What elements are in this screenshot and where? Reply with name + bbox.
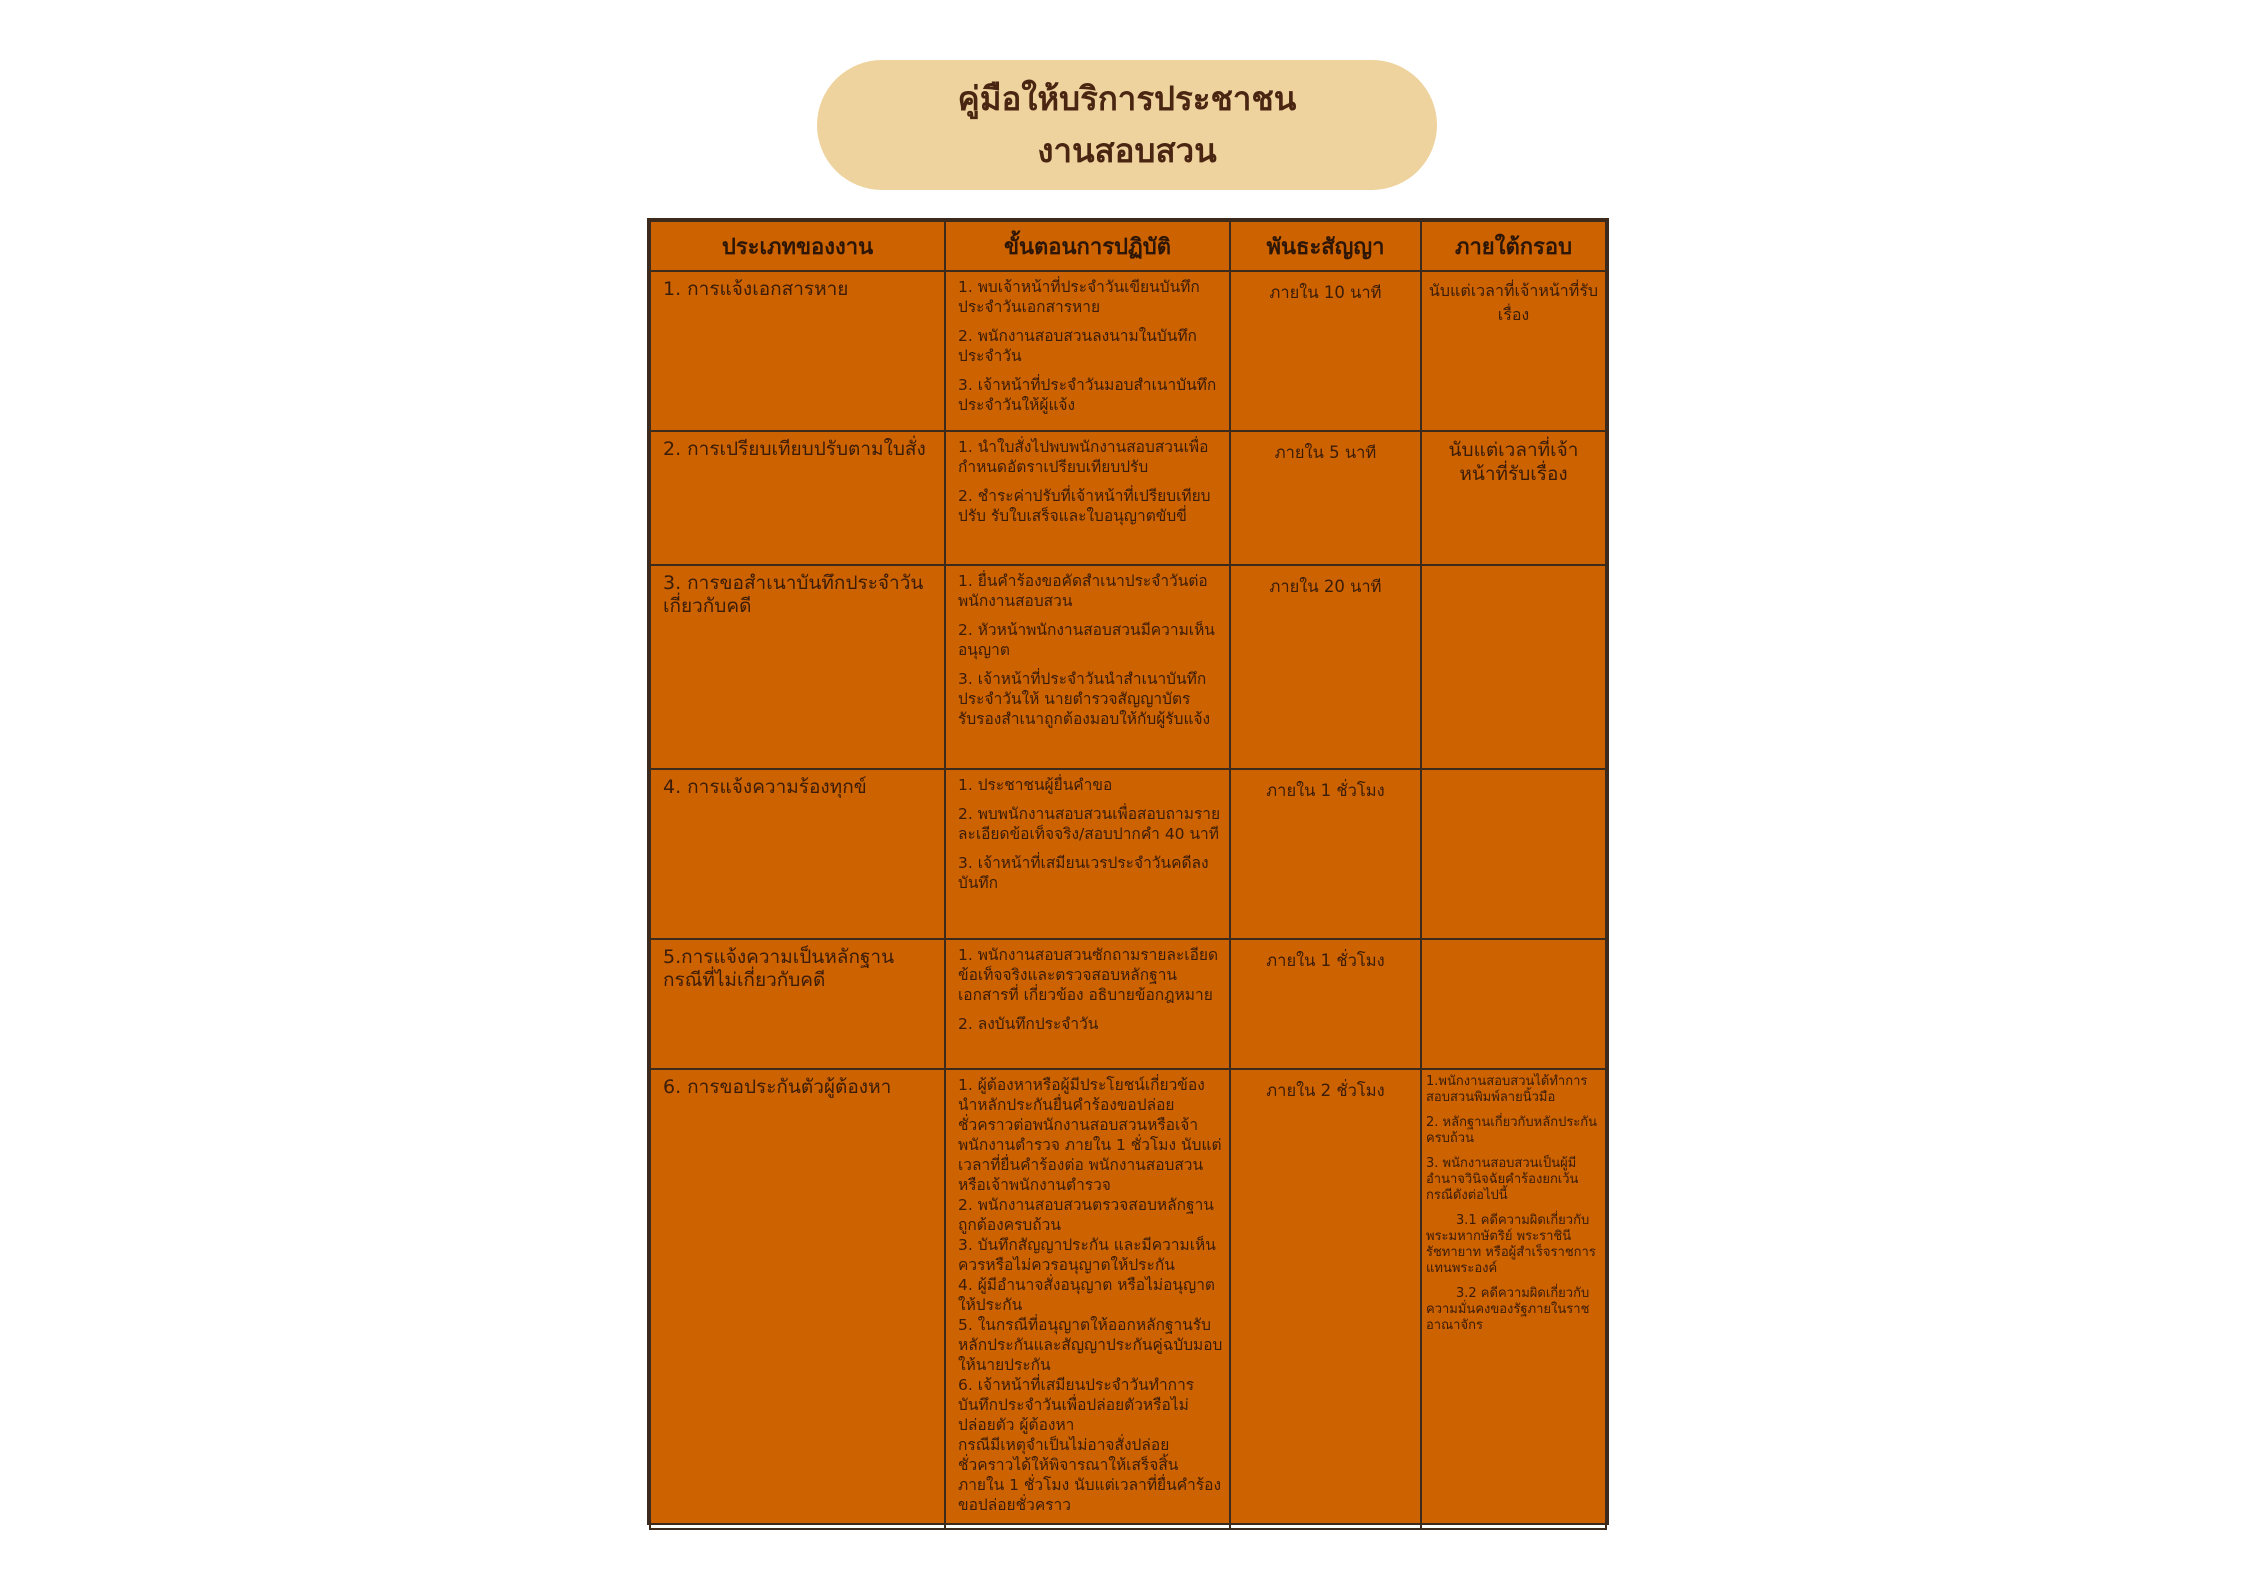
title-banner [817, 60, 1437, 190]
cell-type [650, 565, 945, 769]
cell-type [650, 939, 945, 1069]
step-list [946, 940, 1229, 1034]
cell-type [650, 769, 945, 939]
cell-time [1230, 431, 1421, 565]
step-item: 6. เจ้าหน้าที่เสมียนประจำวันทำการบันทึกประจำวันเพื่อปล่อยตัวหรือไม่ปล่อยตัว ผู้ต้องหา [958, 1376, 1195, 1434]
cell-steps [945, 431, 1230, 565]
cell-steps [945, 939, 1230, 1069]
step-list [946, 432, 1229, 526]
cell-type [650, 431, 945, 565]
step-item: 2. พบพนักงานสอบสวนเพื่อสอบถามรายละเอียดข้อเท็จจริง/สอบปากคำ 40 นาที [958, 805, 1221, 843]
table-row [650, 565, 1606, 769]
step-item: 3. เจ้าหน้าที่ประจำวันมอบสำเนาบันทึกประจำวันให้ผู้แจ้ง [958, 376, 1217, 414]
framework-note: 3. พนักงานสอบสวนเป็นผู้มีอำนาจวินิจฉัยคำร้องยกเว้นกรณีดังต่อไปนี้ [1426, 1156, 1579, 1203]
page-subtitle: งานสอบสวน [1037, 131, 1217, 170]
service-guide-table [649, 220, 1607, 1530]
step-item: 1. พนักงานสอบสวนซักถามรายละเอียดข้อเท็จจริงและตรวจสอบหลักฐาน เอกสารที่ เกี่ยวข้อง อธิบายข้อกฎหมาย [958, 946, 1219, 1004]
cell-frame [1421, 271, 1606, 431]
time-commitment: ภายใน 5 นาที [1274, 443, 1377, 462]
framework-note: 2. หลักฐานเกี่ยวกับหลักประกันครบถ้วน [1426, 1115, 1598, 1146]
cell-time [1230, 769, 1421, 939]
column-header-steps: ขั้นตอนการปฏิบัติ [945, 221, 1230, 271]
table-row [650, 939, 1606, 1069]
step-list [946, 566, 1229, 729]
cell-steps [945, 769, 1230, 939]
step-list [946, 272, 1229, 415]
column-header-framework: ภายใต้กรอบ [1421, 221, 1606, 271]
framework-note: 3.2 คดีความผิดเกี่ยวกับความมั่นคงของรัฐภายในราชอาณาจักร [1426, 1286, 1590, 1333]
cell-time [1230, 565, 1421, 769]
step-list [946, 1070, 1229, 1515]
table-row [650, 769, 1606, 939]
work-type-label: 5.การแจ้งความเป็นหลักฐาน กรณีที่ไม่เกี่ยวกับคดี [663, 946, 895, 991]
step-item: กรณีมีเหตุจำเป็นไม่อาจสั่งปล่อยชั่วคราวได้ให้พิจารณาให้เสร็จสิ้นภายใน 1 ชั่วโมง นับแต่เวลาที่ยื่นคำร้องขอปล่อยชั่วคราว [958, 1436, 1222, 1514]
step-item: 2. หัวหน้าพนักงานสอบสวนมีความเห็นอนุญาต [958, 621, 1215, 659]
table-row [650, 271, 1606, 431]
table-row [650, 431, 1606, 565]
framework-note: 1.พนักงานสอบสวนได้ทำการสอบสวนพิมพ์ลายนิ้วมือ [1426, 1074, 1588, 1105]
cell-frame [1421, 769, 1606, 939]
cell-frame [1421, 565, 1606, 769]
table-row [650, 1069, 1606, 1529]
framework-text [1422, 566, 1605, 573]
step-item: 1. นำใบสั่งไปพบพนักงานสอบสวนเพื่อกำหนดอัตราเปรียบเทียบปรับ [958, 438, 1209, 476]
column-header-commitment: พันธะสัญญา [1230, 221, 1421, 271]
cell-type [650, 271, 945, 431]
step-list [946, 770, 1229, 893]
cell-time [1230, 271, 1421, 431]
column-header-type: ประเภทของงาน [650, 221, 945, 271]
cell-steps [945, 271, 1230, 431]
step-item: 2. พนักงานสอบสวนลงนามในบันทึกประจำวัน [958, 327, 1197, 365]
cell-steps [945, 565, 1230, 769]
framework-notes [1422, 1070, 1605, 1334]
cell-type [650, 1069, 945, 1529]
step-item: 4. ผู้มีอำนาจสั่งอนุญาต หรือไม่อนุญาตให้ประกัน [958, 1276, 1215, 1314]
cell-time [1230, 1069, 1421, 1529]
page-title: คู่มือให้บริการประชาชน [957, 79, 1297, 118]
step-item: 3. บันทึกสัญญาประกัน และมีความเห็นควรหรือไม่ควรอนุญาตให้ประกัน [958, 1236, 1216, 1274]
framework-text: นับแต่เวลาที่เจ้าหน้าที่รับเรื่อง [1428, 281, 1599, 324]
cell-time [1230, 939, 1421, 1069]
framework-note: 3.1 คดีความผิดเกี่ยวกับพระมหากษัตริย์ พระราชินี รัชทายาท หรือผู้สำเร็จราชการแทนพระองค์ [1426, 1213, 1596, 1276]
cell-frame [1421, 939, 1606, 1069]
step-item: 1. พบเจ้าหน้าที่ประจำวันเขียนบันทึกประจำวันเอกสารหาย [958, 278, 1200, 316]
time-commitment: ภายใน 2 ชั่วโมง [1266, 1081, 1385, 1100]
work-type-label: 2. การเปรียบเทียบปรับตามใบสั่ง [663, 438, 926, 460]
cell-steps [945, 1069, 1230, 1529]
step-item: 3. เจ้าหน้าที่ประจำวันนำสำเนาบันทึกประจำวันให้ นายตำรวจสัญญาบัตรรับรองสำเนาถูกต้องมอบให้กับผู้รับแจ้ง [958, 670, 1211, 728]
work-type-label: 1. การแจ้งเอกสารหาย [663, 278, 849, 300]
framework-text [1422, 940, 1605, 947]
table-header-row [650, 221, 1606, 271]
work-type-label: 4. การแจ้งความร้องทุกข์ [663, 776, 867, 798]
step-item: 5. ในกรณีที่อนุญาตให้ออกหลักฐานรับหลักประกันและสัญญาประกันคู่ฉบับมอบให้นายประกัน [958, 1316, 1223, 1374]
work-type-label: 6. การขอประกันตัวผู้ต้องหา [663, 1076, 892, 1098]
time-commitment: ภายใน 1 ชั่วโมง [1266, 781, 1385, 800]
step-item: 1. ประชาชนผู้ยื่นคำขอ [958, 776, 1113, 794]
framework-text [1422, 770, 1605, 777]
step-item: 1. ผู้ต้องหาหรือผู้มีประโยชน์เกี่ยวข้องนำหลักประกันยื่นคำร้องขอปล่อยชั่วคราวต่อพนักงานสอบสวนหรือเจ้าพนักงานตำรวจ ภายใน 1 ชั่วโมง นับแต่เวลาที่ยื่นคำร้องต่อ พนักงานสอบสวนหรือเจ้าพนักงานตำรวจ [958, 1076, 1222, 1194]
framework-text: นับแต่เวลาที่เจ้าหน้าที่รับเรื่อง [1448, 439, 1579, 485]
cell-frame [1421, 431, 1606, 565]
work-type-label: 3. การขอสำเนาบันทึกประจำวันเกี่ยวกับคดี [663, 572, 924, 617]
cell-frame [1421, 1069, 1606, 1529]
step-item: 2. ชำระค่าปรับที่เจ้าหน้าที่เปรียบเทียบปรับ รับใบเสร็จและใบอนุญาตขับขี่ [958, 487, 1211, 525]
time-commitment: ภายใน 20 นาที [1269, 577, 1382, 596]
step-item: 3. เจ้าหน้าที่เสมียนเวรประจำวันคดีลงบันทึก [958, 854, 1209, 892]
service-guide-table-container [647, 218, 1609, 1525]
time-commitment: ภายใน 10 นาที [1269, 283, 1382, 302]
step-item: 1. ยื่นคำร้องขอคัดสำเนาประจำวันต่อพนักงานสอบสวน [958, 572, 1208, 610]
step-item: 2. ลงบันทึกประจำวัน [958, 1015, 1099, 1033]
time-commitment: ภายใน 1 ชั่วโมง [1266, 951, 1385, 970]
step-item: 2. พนักงานสอบสวนตรวจสอบหลักฐานถูกต้องครบถ้วน [958, 1196, 1214, 1234]
